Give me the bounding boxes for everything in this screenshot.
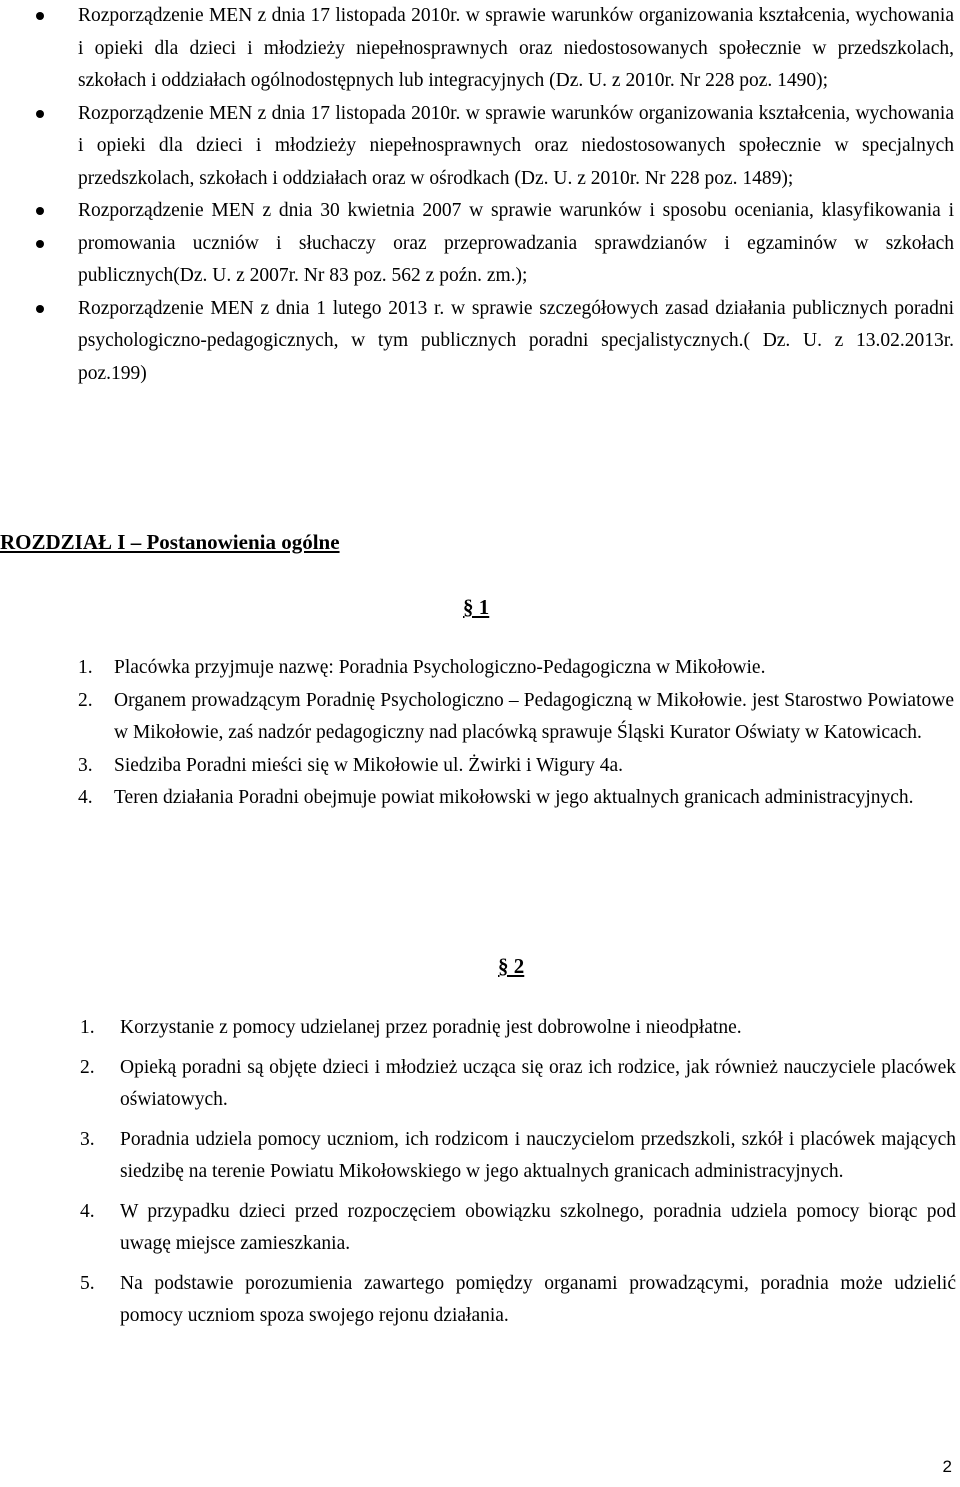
item-number: 2. bbox=[78, 689, 93, 711]
item-text: Na podstawie porozumienia zawartego pomiędzy organami prowadzącymi, poradnia może udzielić pomocy uczniom spoza swojego rejonu działania. bbox=[120, 1272, 956, 1326]
item-text: Poradnia udziela pomocy uczniom, ich rodzicom i nauczycielom przedszkoli, szkół i placówek mających siedzibę na terenie Powiatu Mikołowskiego w jego aktualnych granicach administracyjnych. bbox=[120, 1128, 956, 1182]
bullet-icon bbox=[36, 207, 44, 215]
item-number: 3. bbox=[80, 1128, 95, 1150]
bullet-icon bbox=[36, 240, 44, 248]
regulations-list bbox=[0, 0, 960, 390]
regulation-text: Rozporządzenie MEN z dnia 30 kwietnia 2007 w sprawie warunków i sposobu oceniania, klasyfikowania i promowania uczniów i słuchaczy oraz przeprowadzania sprawdzianów i egzaminów w szkołach publicznych(Dz. U. z 2007r. Nr 83 poz. 562 z poźn. zm.); bbox=[78, 200, 954, 286]
regulation-text: Rozporządzenie MEN z dnia 17 listopada 2010r. w sprawie warunków organizowania kształcenia, wychowania i opieki dla dzieci i młodzieży niepełnosprawnych oraz niedostosowanych społecznie w specjalnych przedszkolach, szkołach i oddziałach oraz w ośrodkach (Dz. U. z 2010r. Nr 228 poz. 1489); bbox=[78, 102, 954, 189]
item-text: Organem prowadzącym Poradnię Psychologiczno – Pedagogiczną w Mikołowie. jest Starostwo Powiatowe w Mikołowie, zaś nadzór pedagogiczny nad placówką sprawuje Śląski Kurator Oświaty w Katowicach. bbox=[114, 689, 954, 743]
page-number: 2 bbox=[942, 1457, 952, 1476]
bullet-icon bbox=[36, 12, 44, 20]
list-item bbox=[0, 685, 960, 750]
regulation-item bbox=[0, 293, 960, 391]
section-mark: § 2 bbox=[498, 954, 525, 978]
item-number: 5. bbox=[80, 1272, 95, 1294]
regulation-item bbox=[0, 0, 960, 98]
bullet-icon bbox=[36, 110, 44, 118]
item-text: Korzystanie z pomocy udzielanej przez poradnię jest dobrowolne i nieodpłatne. bbox=[120, 1017, 742, 1038]
list-item bbox=[0, 1052, 960, 1117]
regulation-text: Rozporządzenie MEN z dnia 17 listopada 2010r. w sprawie warunków organizowania kształcenia, wychowania i opieki dla dzieci i młodzieży niepełnosprawnych oraz niedostosowanych społecznie w przedszkolach, szkołach i oddziałach ogólnodostępnych lub integracyjnych (Dz. U. z 2010r. Nr 228 poz. 1490); bbox=[78, 5, 954, 91]
item-text: Opieką poradni są objęte dzieci i młodzież ucząca się oraz ich rodzice, jak również nauczyciele placówek oświatowych. bbox=[120, 1056, 956, 1110]
item-text: W przypadku dzieci przed rozpoczęciem obowiązku szkolnego, poradnia udziela pomocy biorąc pod uwagę miejsce zamieszkania. bbox=[120, 1200, 956, 1254]
list-item bbox=[0, 1196, 960, 1261]
section-2-list bbox=[0, 1012, 960, 1340]
section-mark: § 1 bbox=[463, 595, 490, 619]
item-number: 4. bbox=[80, 1200, 95, 1222]
bullet-icon bbox=[36, 305, 44, 313]
list-item bbox=[0, 1012, 960, 1045]
item-number: 1. bbox=[78, 657, 93, 678]
regulation-item bbox=[0, 195, 960, 293]
item-number: 4. bbox=[78, 787, 93, 808]
item-number: 2. bbox=[80, 1056, 95, 1078]
item-text: Teren działania Poradni obejmuje powiat mikołowski w jego aktualnych granicach administracyjnych. bbox=[114, 787, 914, 808]
section-1-list bbox=[0, 652, 960, 815]
item-number: 3. bbox=[78, 754, 93, 776]
item-text: Siedziba Poradni mieści się w Mikołowie ul. Żwirki i Wigury 4a. bbox=[114, 754, 624, 776]
regulation-text: Rozporządzenie MEN z dnia 1 lutego 2013 r. w sprawie szczegółowych zasad działania publicznych poradni psychologiczno-pedagogicznych, w tym publicznych poradni specjalistycznych.( Dz. U. z 13.02.2013r. poz.199) bbox=[78, 297, 954, 384]
list-item bbox=[0, 750, 960, 783]
item-text: Placówka przyjmuje nazwę: Poradnia Psychologiczno-Pedagogiczna w Mikołowie. bbox=[114, 657, 766, 678]
item-number: 1. bbox=[80, 1017, 95, 1038]
list-item bbox=[0, 652, 960, 685]
list-item bbox=[0, 782, 960, 815]
list-item bbox=[0, 1268, 960, 1333]
regulation-item bbox=[0, 98, 960, 196]
list-item bbox=[0, 1124, 960, 1189]
chapter-title: ROZDZIAŁ I – Postanowienia ogólne bbox=[0, 530, 340, 554]
